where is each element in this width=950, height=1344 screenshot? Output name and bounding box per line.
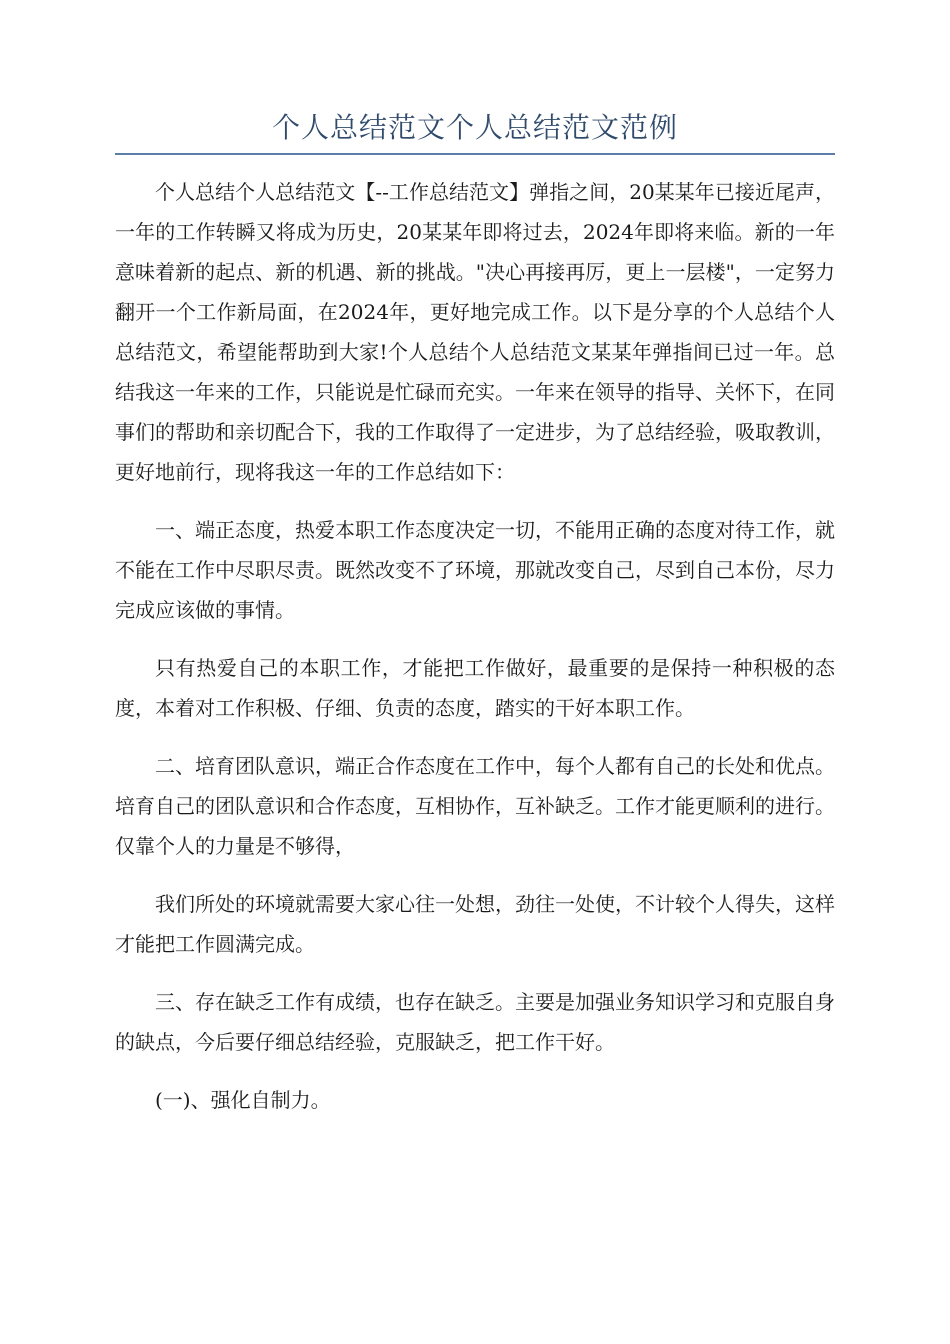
paragraph-subsection-1: (一)、强化自制力。: [155, 1088, 331, 1112]
paragraph-intro: 个人总结个人总结范文【--工作总结范文】弹指之间，20某某年已接近尾声，一年的工作转瞬又将成为历史，20某某年即将过去，2024年即将来临。新的一年意味着新的起点、新的机遇、新的挑战。"决心再接再厉，更上一层楼"，一定努力翻开一个工作新局面，在2024年，更好地完成工作。以下是分享的个人总结个人总结范文，希望能帮助到大家!个人总结个人总结范文某某年弹指间已过一年。总结我这一年来的工作，只能说是忙碌而充实。一年来在领导的指导、关怀下，在同事们的帮助和亲切配合下，我的工作取得了一定进步，为了总结经验，吸取教训，更好地前行，现将我这一年的工作总结如下：: [115, 180, 835, 484]
paragraph-section-3: 三、存在缺乏工作有成绩，也存在缺乏。主要是加强业务知识学习和克服自身的缺点，今后要仔细总结经验，克服缺乏，把工作干好。: [115, 990, 835, 1054]
document-title: 个人总结范文个人总结范文范例: [271, 111, 678, 144]
paragraph-section-1-detail: 只有热爱自己的本职工作，才能把工作做好，最重要的是保持一种积极的态度，本着对工作积极、仔细、负责的态度，踏实的干好本职工作。: [115, 656, 835, 720]
paragraph-section-1: 一、端正态度，热爱本职工作态度决定一切，不能用正确的态度对待工作，就不能在工作中尽职尽责。既然改变不了环境，那就改变自己，尽到自己本份，尽力完成应该做的事情。: [115, 518, 835, 622]
paragraph-section-2: 二、培育团队意识，端正合作态度在工作中，每个人都有自己的长处和优点。培育自己的团队意识和合作态度，互相协作，互补缺乏。工作才能更顺利的进行。仅靠个人的力量是不够得，: [115, 754, 835, 858]
paragraph-section-2-detail: 我们所处的环境就需要大家心往一处想，劲往一处使，不计较个人得失，这样才能把工作圆满完成。: [115, 892, 835, 956]
title-underline: [115, 153, 835, 155]
document-body: [115, 172, 835, 1138]
